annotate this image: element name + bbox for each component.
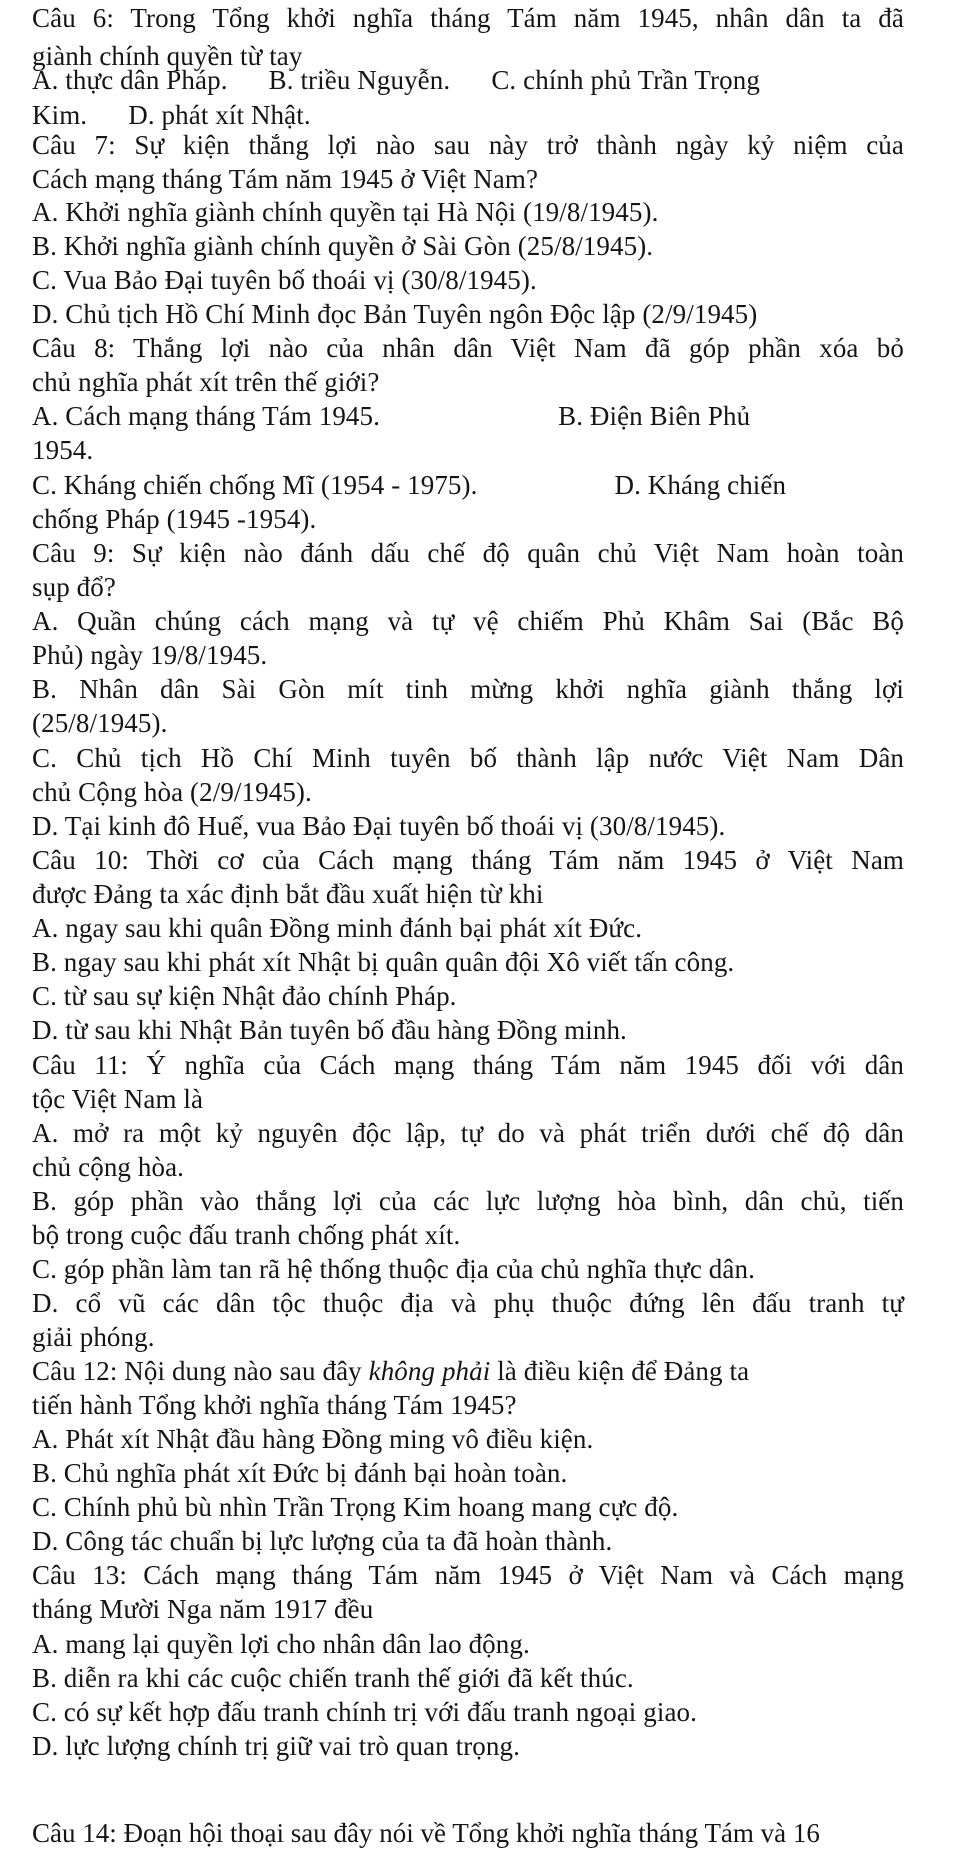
question-stem: Câu 7: Sự kiện thắng lợi nào sau này trở thành ngày kỷ niệm của: [32, 130, 904, 160]
answer-option[interactable]: B. diễn ra khi các cuộc chiến tranh thế giới đã kết thúc.: [32, 1663, 634, 1693]
question-stem: Câu 8: Thắng lợi nào của nhân dân Việt Nam đã góp phần xóa bỏ: [32, 333, 904, 363]
question-stem: Câu 6: Trong Tổng khởi nghĩa tháng Tám năm 1945, nhân dân ta đã: [32, 3, 904, 33]
answer-option[interactable]: D. cổ vũ các dân tộc thuộc địa và phụ thuộc đứng lên đấu tranh tự: [32, 1288, 904, 1318]
answer-option[interactable]: chống Pháp (1945 -1954).: [32, 504, 317, 534]
answer-option[interactable]: D. Công tác chuẩn bị lực lượng của ta đã hoàn thành.: [32, 1526, 613, 1556]
answer-option[interactable]: A. mở ra một kỷ nguyên độc lập, tự do và phát triển dưới chế độ dân: [32, 1118, 904, 1148]
answer-option[interactable]: A. mang lại quyền lợi cho nhân dân lao động.: [32, 1629, 530, 1659]
answer-option[interactable]: A. Khởi nghĩa giành chính quyền tại Hà Nội (19/8/1945).: [32, 197, 659, 227]
answer-option[interactable]: D. Tại kinh đô Huế, vua Bảo Đại tuyên bố thoái vị (30/8/1945).: [32, 811, 726, 841]
answer-option[interactable]: C. có sự kết hợp đấu tranh chính trị với đấu tranh ngoại giao.: [32, 1697, 697, 1727]
question-stem: [32, 1353, 965, 1389]
answer-option[interactable]: A. Cách mạng tháng Tám 1945. B. Điện Biên Phủ: [32, 401, 751, 431]
answer-option[interactable]: A. thực dân Pháp. B. triều Nguyễn. C. chính phủ Trần Trọng: [32, 65, 760, 95]
question-stem: chủ nghĩa phát xít trên thế giới?: [32, 367, 380, 397]
answer-option[interactable]: C. Chủ tịch Hồ Chí Minh tuyên bố thành lập nước Việt Nam Dân: [32, 743, 904, 773]
answer-option[interactable]: B. Nhân dân Sài Gòn mít tinh mừng khởi nghĩa giành thắng lợi: [32, 674, 904, 704]
question-stem: sụp đổ?: [32, 572, 116, 602]
answer-option[interactable]: D. lực lượng chính trị giữ vai trò quan trọng.: [32, 1731, 520, 1761]
answer-option[interactable]: C. Kháng chiến chống Mĩ (1954 - 1975). D. Kháng chiến: [32, 470, 787, 500]
answer-option[interactable]: B. Chủ nghĩa phát xít Đức bị đánh bại hoàn toàn.: [32, 1458, 568, 1488]
stem-text: là điều kiện để Đảng ta: [490, 1356, 750, 1386]
answer-option[interactable]: Phủ) ngày 19/8/1945.: [32, 640, 268, 670]
question-stem: Câu 10: Thời cơ của Cách mạng tháng Tám năm 1945 ở Việt Nam: [32, 845, 904, 875]
cut-off-text: Câu 14: Đoạn hội thoại sau đây nói về Tổng khởi nghĩa tháng Tám và 16: [32, 1818, 820, 1848]
answer-option[interactable]: 1954.: [32, 435, 94, 465]
answer-option[interactable]: chủ cộng hòa.: [32, 1152, 185, 1182]
answer-option[interactable]: C. Chính phủ bù nhìn Trần Trọng Kim hoang mang cực độ.: [32, 1492, 679, 1522]
answer-option[interactable]: C. Vua Bảo Đại tuyên bố thoái vị (30/8/1945).: [32, 265, 537, 295]
question-stem: tháng Mười Nga năm 1917 đều: [32, 1594, 374, 1624]
stem-emphasis: không phải: [368, 1356, 491, 1386]
answer-option[interactable]: B. Khởi nghĩa giành chính quyền ở Sài Gòn (25/8/1945).: [32, 231, 654, 261]
question-stem: Câu 13: Cách mạng tháng Tám năm 1945 ở Việt Nam và Cách mạng: [32, 1560, 904, 1590]
answer-option[interactable]: A. Phát xít Nhật đầu hàng Đồng ming vô điều kiện.: [32, 1424, 594, 1454]
answer-option[interactable]: B. góp phần vào thắng lợi của các lực lượng hòa bình, dân chủ, tiến: [32, 1186, 904, 1216]
answer-option[interactable]: A. ngay sau khi quân Đồng minh đánh bại phát xít Đức.: [32, 913, 643, 943]
answer-option[interactable]: C. từ sau sự kiện Nhật đảo chính Pháp.: [32, 981, 457, 1011]
question-stem: được Đảng ta xác định bắt đầu xuất hiện từ khi: [32, 879, 544, 909]
answer-option[interactable]: B. ngay sau khi phát xít Nhật bị quân quân đội Xô viết tấn công.: [32, 947, 735, 977]
answer-option[interactable]: bộ trong cuộc đấu tranh chống phát xít.: [32, 1220, 461, 1250]
question-stem: tiến hành Tổng khởi nghĩa tháng Tám 1945?: [32, 1390, 517, 1420]
answer-option[interactable]: D. từ sau khi Nhật Bản tuyên bố đầu hàng Đồng minh.: [32, 1015, 627, 1045]
question-stem: Cách mạng tháng Tám năm 1945 ở Việt Nam?: [32, 164, 539, 194]
question-stem: Câu 9: Sự kiện nào đánh dấu chế độ quân chủ Việt Nam hoàn toàn: [32, 538, 904, 568]
answer-option[interactable]: Kim. D. phát xít Nhật.: [32, 100, 311, 130]
answer-option[interactable]: C. góp phần làm tan rã hệ thống thuộc địa của chủ nghĩa thực dân.: [32, 1254, 755, 1284]
answer-option[interactable]: chủ Cộng hòa (2/9/1945).: [32, 777, 312, 807]
question-stem: giành chính quyền từ tay: [32, 41, 303, 71]
question-stem: Câu 11: Ý nghĩa của Cách mạng tháng Tám năm 1945 đối với dân: [32, 1050, 904, 1080]
answer-option[interactable]: D. Chủ tịch Hồ Chí Minh đọc Bản Tuyên ngôn Độc lập (2/9/1945): [32, 299, 758, 329]
question-stem: tộc Việt Nam là: [32, 1084, 204, 1114]
answer-option[interactable]: (25/8/1945).: [32, 708, 168, 738]
answer-option[interactable]: A. Quần chúng cách mạng và tự vệ chiếm Phủ Khâm Sai (Bắc Bộ: [32, 606, 904, 636]
answer-option[interactable]: giải phóng.: [32, 1322, 155, 1352]
stem-text: Câu 12: Nội dung nào sau đây: [32, 1356, 369, 1386]
cut-off-next-question: [0, 1815, 933, 1848]
